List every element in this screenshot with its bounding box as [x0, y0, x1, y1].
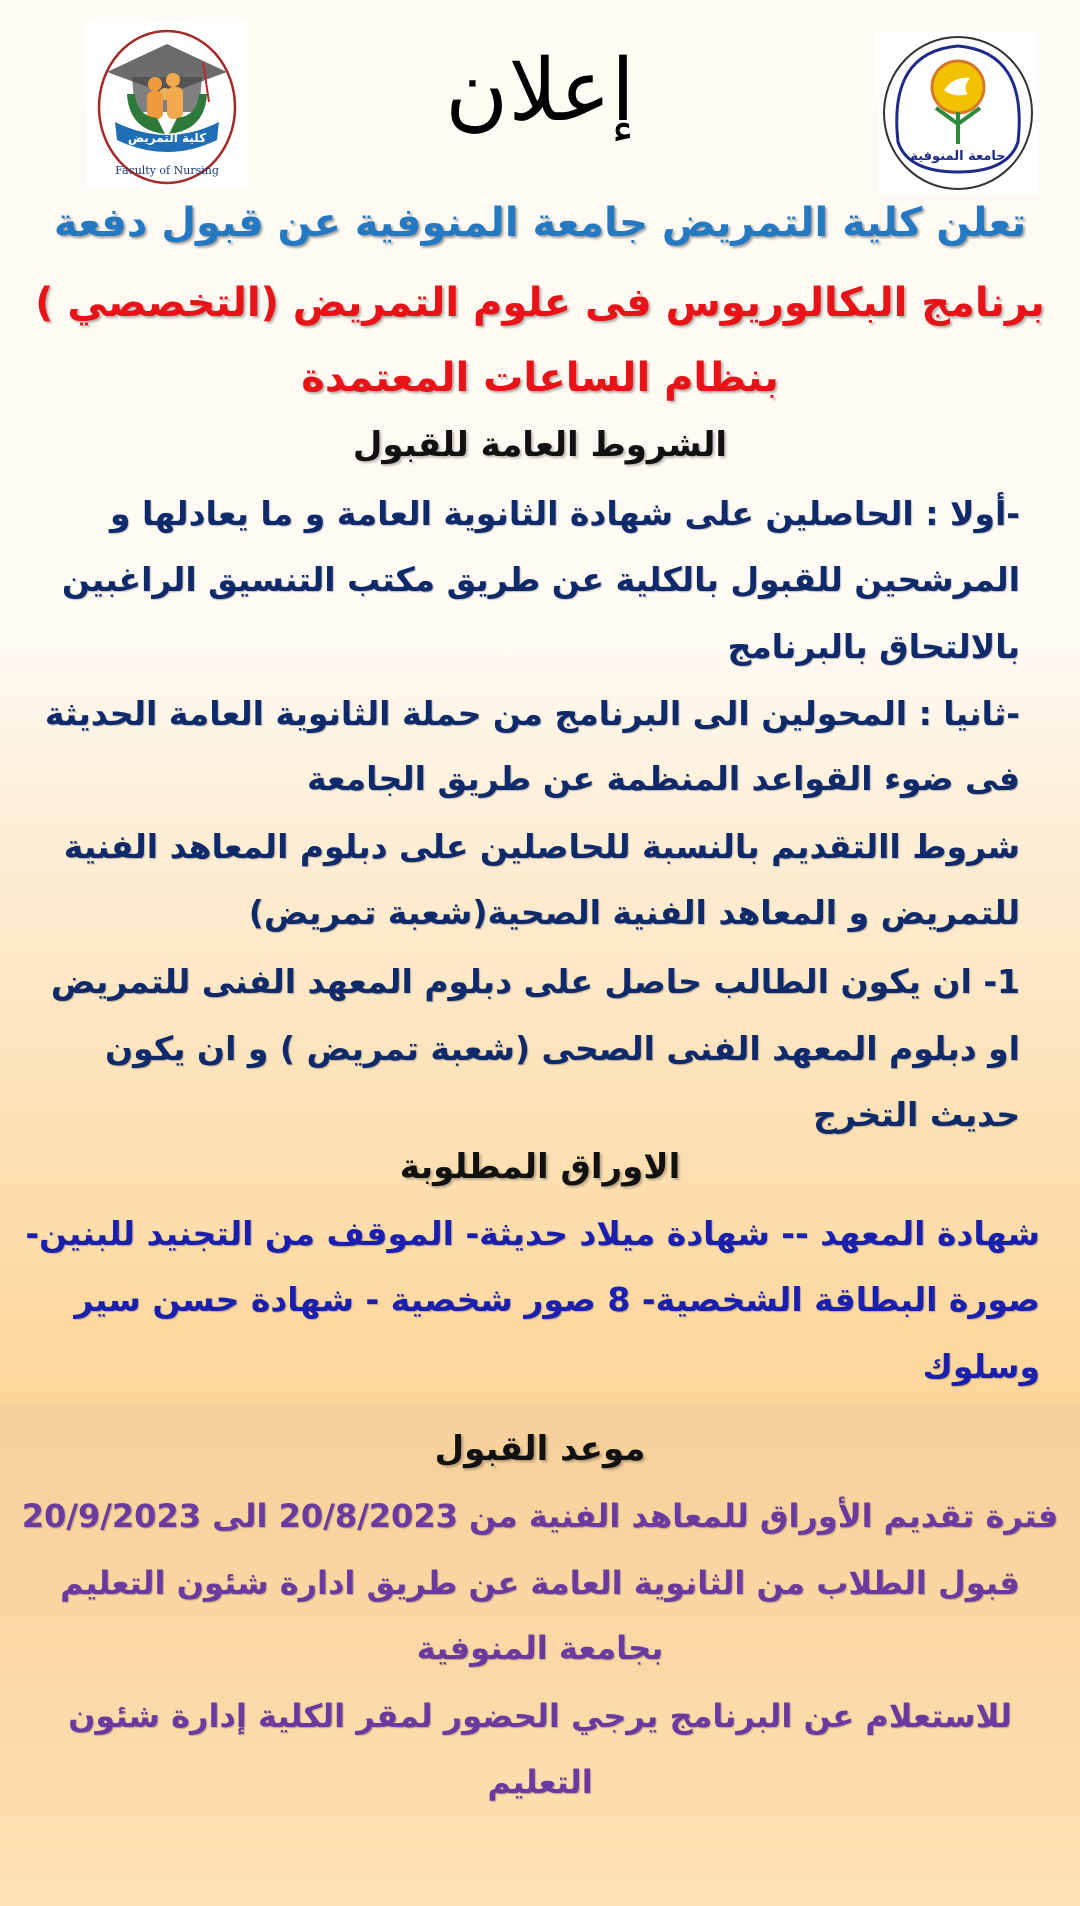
condition-first-line-3: بالالتحاق بالبرنامج	[727, 627, 1020, 666]
general-conditions-heading: الشروط العامة للقبول	[352, 425, 728, 465]
submission-period: فترة تقديم الأوراق للمعاهد الفنية من 20/8/2023 الى 20/9/2023	[21, 1497, 1059, 1535]
documents-line-3: وسلوك	[922, 1347, 1040, 1386]
university-emblem-icon	[878, 32, 1038, 194]
condition-first-line-2: المرشحين للقبول بالكلية عن طريق مكتب التنسيق الراغبين	[61, 560, 1020, 599]
condition-second-line-2: فى ضوء القواعد المنظمة عن طريق الجامعة	[307, 759, 1020, 798]
page-title: إعلان	[445, 41, 635, 141]
required-documents-heading: الاوراق المطلوبة	[399, 1147, 681, 1187]
documents-line-1: شهادة المعهد -- شهادة ميلاد حديثة- الموقف من التجنيد للبنين-	[25, 1214, 1040, 1253]
condition-1-line-3: حديث التخرج	[813, 1095, 1020, 1134]
svg-text:Faculty of Nursing: Faculty of Nursing	[115, 164, 219, 177]
announcement-line-1: تعلن كلية التمريض جامعة المنوفية عن قبول دفعة	[53, 200, 1027, 246]
condition-second-line-1: -ثانيا : المحولين الى البرنامج من حملة الثانوية العامة الحديثة	[44, 694, 1020, 733]
admission-schedule-heading: موعد القبول	[434, 1429, 646, 1469]
secondary-admission-line-1: قبول الطلاب من الثانوية العامة عن طريق ادارة شئون التعليم	[60, 1564, 1020, 1602]
announcement-line-3: بنظام الساعات المعتمدة	[301, 355, 779, 401]
announcement-line-2: برنامج البكالوريوس فى علوم التمريض (التخصصي )	[35, 280, 1045, 326]
condition-1-line-2: او دبلوم المعهد الفنى الصحى (شعبة تمريض ) و ان يكون	[105, 1029, 1020, 1068]
svg-text:جامعة المنوفية: جامعة المنوفية	[910, 149, 1006, 164]
institutes-conditions-line-2: للتمريض و المعاهد الفنية الصحية(شعبة تمريض)	[248, 893, 1020, 932]
inquiry-line-1: للاستعلام عن البرنامج يرجي الحضور لمقر الكلية إدارة شئون	[68, 1697, 1012, 1735]
condition-1-line-1: 1- ان يكون الطالب حاصل على دبلوم المعهد الفنى للتمريض	[50, 962, 1020, 1001]
condition-first-line-1: -أولا : الحاصلين على شهادة الثانوية العامة و ما يعادلها و	[110, 494, 1020, 533]
inquiry-line-2: التعليم	[487, 1763, 593, 1801]
menoufia-university-logo	[878, 32, 1038, 194]
secondary-admission-line-2: بجامعة المنوفية	[416, 1629, 664, 1667]
svg-text:كلية التمريض: كلية التمريض	[127, 131, 207, 145]
institutes-conditions-line-1: شروط االتقديم بالنسبة للحاصلين على دبلوم المعاهد الفنية	[63, 827, 1020, 866]
documents-line-2: صورة البطاقة الشخصية- 8 صور شخصية - شهادة حسن سير	[74, 1280, 1040, 1319]
